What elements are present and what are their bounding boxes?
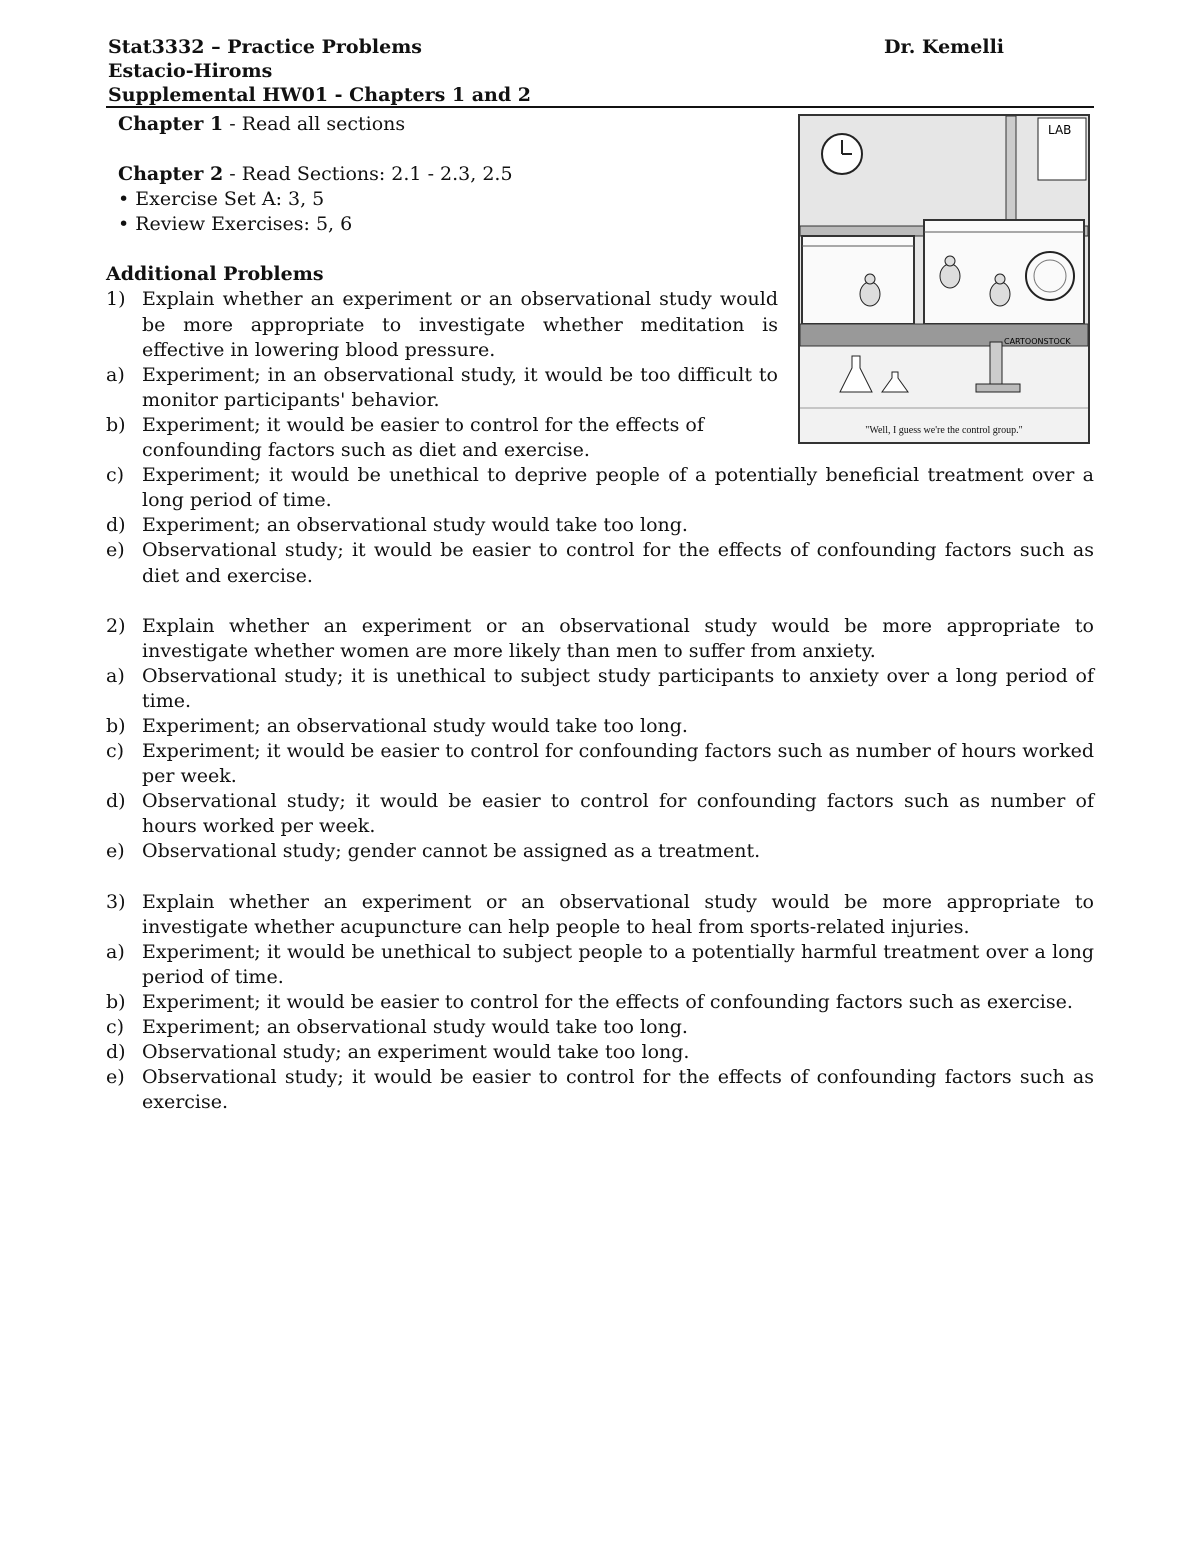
cartoon-caption: "Well, I guess we're the control group." [865,425,1023,436]
option-text: Observational study; it would be easier to control for confounding factors such as number of hours worked per week. [142,790,1094,838]
chapter-2-text: - Read Sections: 2.1 - 2.3, 2.5 [223,163,513,186]
problem-number: 3) [106,890,126,913]
problem-number: 2) [106,614,126,637]
instructor-name: Dr. Kemelli [884,36,1005,58]
option-item [106,839,1094,864]
option-label: a) [106,363,125,386]
option-text: Experiment; it would be unethical to deprive people of a potentially beneficial treatment over a long period of time. [142,464,1094,512]
option-text: Experiment; it would be unethical to subject people to a potentially harmful treatment over a long period of time. [142,940,1094,988]
lab-sign: LAB [1048,123,1072,137]
option-item [106,739,1094,789]
additional-problems-heading: Additional Problems [106,263,324,286]
option-label: d) [106,1041,126,1064]
problem-question: Explain whether an experiment or an observational study would be more appropriate to investigate whether women are more likely than men to suffer from anxiety. [142,614,1094,662]
option-item [106,513,1094,538]
option-text: Observational study; an experiment would take too long. [142,1041,690,1064]
option-label: d) [106,790,126,813]
option-label: d) [106,514,126,537]
assignment-title: Supplemental HW01 - Chapters 1 and 2 [108,84,531,106]
option-text: Experiment; it would be easier to control for the effects of confounding factors such as exercise. [142,990,1073,1013]
option-label: a) [106,664,125,687]
instructor-surname: Estacio-Hiroms [108,60,273,82]
option-label: c) [106,1016,125,1038]
course-title: Stat3332 – Practice Problems [108,36,423,58]
option-text: Experiment; in an observational study, it would be too difficult to monitor participants' behavior. [142,363,778,411]
option-text: Experiment; an observational study would take too long. [142,1016,688,1038]
option-item [106,1065,1094,1115]
option-label: c) [106,464,125,487]
option-item [106,940,1094,990]
chapter-1-title: Chapter 1 [118,113,224,135]
chapter-2-reading [106,162,1094,187]
option-label: b) [106,413,126,436]
chapter-1-reading [106,112,1094,137]
option-text: Experiment; an observational study would take too long. [142,714,688,737]
chapter-2-title: Chapter 2 [118,163,224,186]
option-item [106,363,778,413]
option-text: Experiment; an observational study would take too long. [142,514,688,537]
chapter-1-text: - Read all sections [223,113,406,135]
problem-number: 1) [106,288,126,311]
option-item [106,664,1094,714]
option-label: e) [106,840,125,863]
option-label: a) [106,940,125,963]
option-label: b) [106,714,126,737]
problem-3 [106,890,1094,940]
option-item [106,538,1094,588]
problem-question: Explain whether an experiment or an observational study would be more appropriate to investigate whether acupuncture can help people to heal from sports-related injuries. [142,890,1094,938]
option-item [106,1040,1094,1065]
option-text: Observational study; it is unethical to subject study participants to anxiety over a long period of time. [142,664,1094,712]
problem-question: Explain whether an experiment or an observational study would be more appropriate to investigate whether meditation is effective in lowering blood pressure. [142,288,778,361]
option-item [106,714,1094,739]
option-text: Observational study; gender cannot be assigned as a treatment. [142,840,761,863]
bullet-item: • Exercise Set A: 3, 5 [118,188,325,211]
option-label: b) [106,990,126,1013]
option-label: c) [106,740,125,763]
option-text: Observational study; it would be easier to control for the effects of confounding factors such as diet and exercise. [142,539,1094,587]
option-item [106,990,1094,1015]
option-item [106,1015,1094,1040]
document-body [106,112,1094,1115]
header-divider [106,106,1094,108]
option-label: e) [106,539,125,562]
watermark-text: CARTOONSTOCK [1004,337,1071,346]
option-item [106,463,1094,513]
option-item [106,413,1094,463]
option-text: Observational study; it would be easier to control for the effects of confounding factors such as exercise. [142,1066,1094,1114]
option-label: e) [106,1066,125,1089]
option-item [106,789,1094,839]
problem-2 [106,614,1094,664]
option-text: Experiment; it would be easier to control for the effects of confounding factors such as diet and exercise. [142,413,704,462]
bullet-item: • Review Exercises: 5, 6 [118,213,353,236]
option-text: Experiment; it would be easier to control for confounding factors such as number of hours worked per week. [142,740,1094,788]
problem-1 [106,287,778,362]
